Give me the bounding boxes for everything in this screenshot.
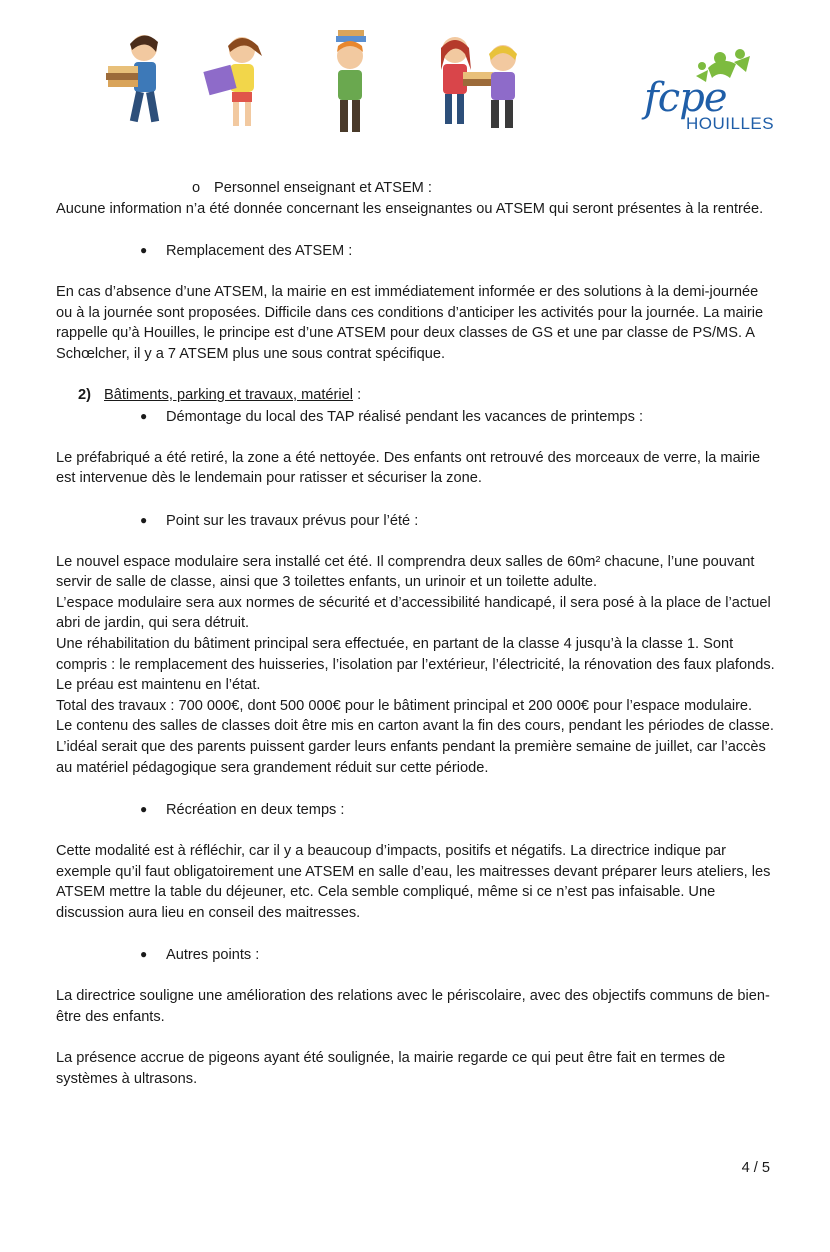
section-heading-autres — [56, 944, 776, 966]
heading-text: Démontage du local des TAP réalisé pendant les vacances de printemps : — [166, 408, 644, 425]
heading-text: Remplacement des ATSEM : — [166, 242, 353, 259]
paragraph-travaux-4: Total des travaux : 700 000€, dont 500 000€ pour le bâtiment principal et 200 000€ pour l’espace modulaire. — [56, 697, 753, 714]
paragraph-personnel: Aucune information n’a été donnée concernant les enseignantes ou ATSEM qui seront présentes à la rentrée. — [56, 200, 764, 217]
section-number: 2) — [78, 386, 91, 403]
paragraph-demontage: Le préfabriqué a été retiré, la zone a été nettoyée. Des enfants ont retrouvé des morceaux de verre, la mairie est intervenue dès le lendemain pour ratisser et sécuriser la zone. — [56, 449, 761, 487]
section-heading-demontage — [56, 406, 776, 428]
bullet-icon: ● — [140, 801, 148, 816]
section-heading-batiments — [56, 385, 776, 406]
logo-city-text: HOUILLES — [686, 114, 775, 133]
bullet-icon: ● — [140, 408, 148, 423]
heading-text: Point sur les travaux prévus pour l’été : — [166, 512, 419, 529]
heading-text: Personnel enseignant et ATSEM : — [214, 180, 432, 196]
two-children-carrying-books-illustration — [425, 30, 530, 140]
heading-text: Bâtiments, parking et travaux, matériel — [104, 386, 354, 403]
child-carrying-books-illustration — [100, 30, 170, 135]
paragraph-travaux-5: Le contenu des salles de classes doit être mis en carton avant la fin des cours, pendant les périodes de classe. L’idéal serait que des parents puissent garder leurs enfants pendant la première semaine de juillet, car l’accès au matériel pédagogique sera grandement réduit sur cette période. — [56, 718, 774, 776]
section-heading-remplacement — [56, 240, 776, 262]
page-header — [0, 0, 830, 150]
heading-text: Autres points : — [166, 946, 260, 963]
boy-balancing-books-illustration — [320, 30, 380, 140]
circle-bullet: o — [192, 180, 201, 196]
section-heading-recreation — [56, 799, 776, 821]
document-body — [56, 178, 776, 1089]
paragraph-travaux-3: Une réhabilitation du bâtiment principal sera effectuée, en partant de la classe 4 jusqu’à la classe 1. Sont compris : le remplacement des huisseries, l’isolation par l’extérieur, l’électricité, la rénovation des faux plafonds. Le préau est maintenu en l’état. — [56, 636, 775, 694]
paragraph-recreation: Cette modalité est à réfléchir, car il y a beaucoup d’impacts, positifs et négatifs. La directrice indique par exemple qu’il faut obligatoirement une ATSEM en salle d’eau, les maitresses devant préparer leurs ateliers, les ATSEM mettre la table du déjeuner, etc. Cela semble compliqué, même si ce n’est pas infaisable. Une discussion aura lieu en conseil des maitresses. — [56, 843, 771, 921]
logo-fcpe-text: fcpe — [644, 75, 727, 121]
girl-with-book-illustration — [200, 30, 272, 135]
paragraph-travaux-2: L’espace modulaire sera aux normes de sécurité et d’accessibilité handicapé, il sera posé à la place de l’actuel abri de jardin, qui sera détruit. — [56, 594, 771, 632]
bullet-icon: ● — [140, 512, 148, 527]
paragraph-remplacement: En cas d’absence d’une ATSEM, la mairie en est immédiatement informée er des solutions à la demi-journée ou à la journée sont proposées. Difficile dans ces conditions d’anticiper les activités pour la journée. La mairie rappelle qu’à Houilles, le principe est d’une ATSEM pour deux classes de GS et une par classe de PS/MS. A Schœlcher, il y a 7 ATSEM plus une sous contrat spécifique. — [56, 283, 764, 362]
bullet-icon: ● — [140, 242, 148, 257]
section-heading-personnel — [56, 178, 776, 199]
paragraph-autres-1: La directrice souligne une amélioration des relations avec le périscolaire, avec des objectifs communs de bien-être des enfants. — [56, 988, 770, 1025]
page-number: 4 / 5 — [741, 1160, 770, 1176]
paragraph-autres-2: La présence accrue de pigeons ayant été soulignée, la mairie regarde ce qui peut être fait en termes de systèmes à ultrasons. — [56, 1049, 726, 1087]
paragraph-travaux-1: Le nouvel espace modulaire sera installé cet été. Il comprendra deux salles de 60m² chacune, l’une pouvant servir de salle de classe, ainsi que 3 toilettes enfants, un urinoir et un toilette adulte. — [56, 553, 755, 591]
bullet-icon: ● — [140, 946, 148, 961]
heading-text: Récréation en deux temps : — [166, 801, 345, 818]
section-heading-travaux — [56, 510, 776, 532]
fcpe-houilles-logo — [640, 48, 780, 138]
heading-colon: : — [353, 386, 362, 403]
